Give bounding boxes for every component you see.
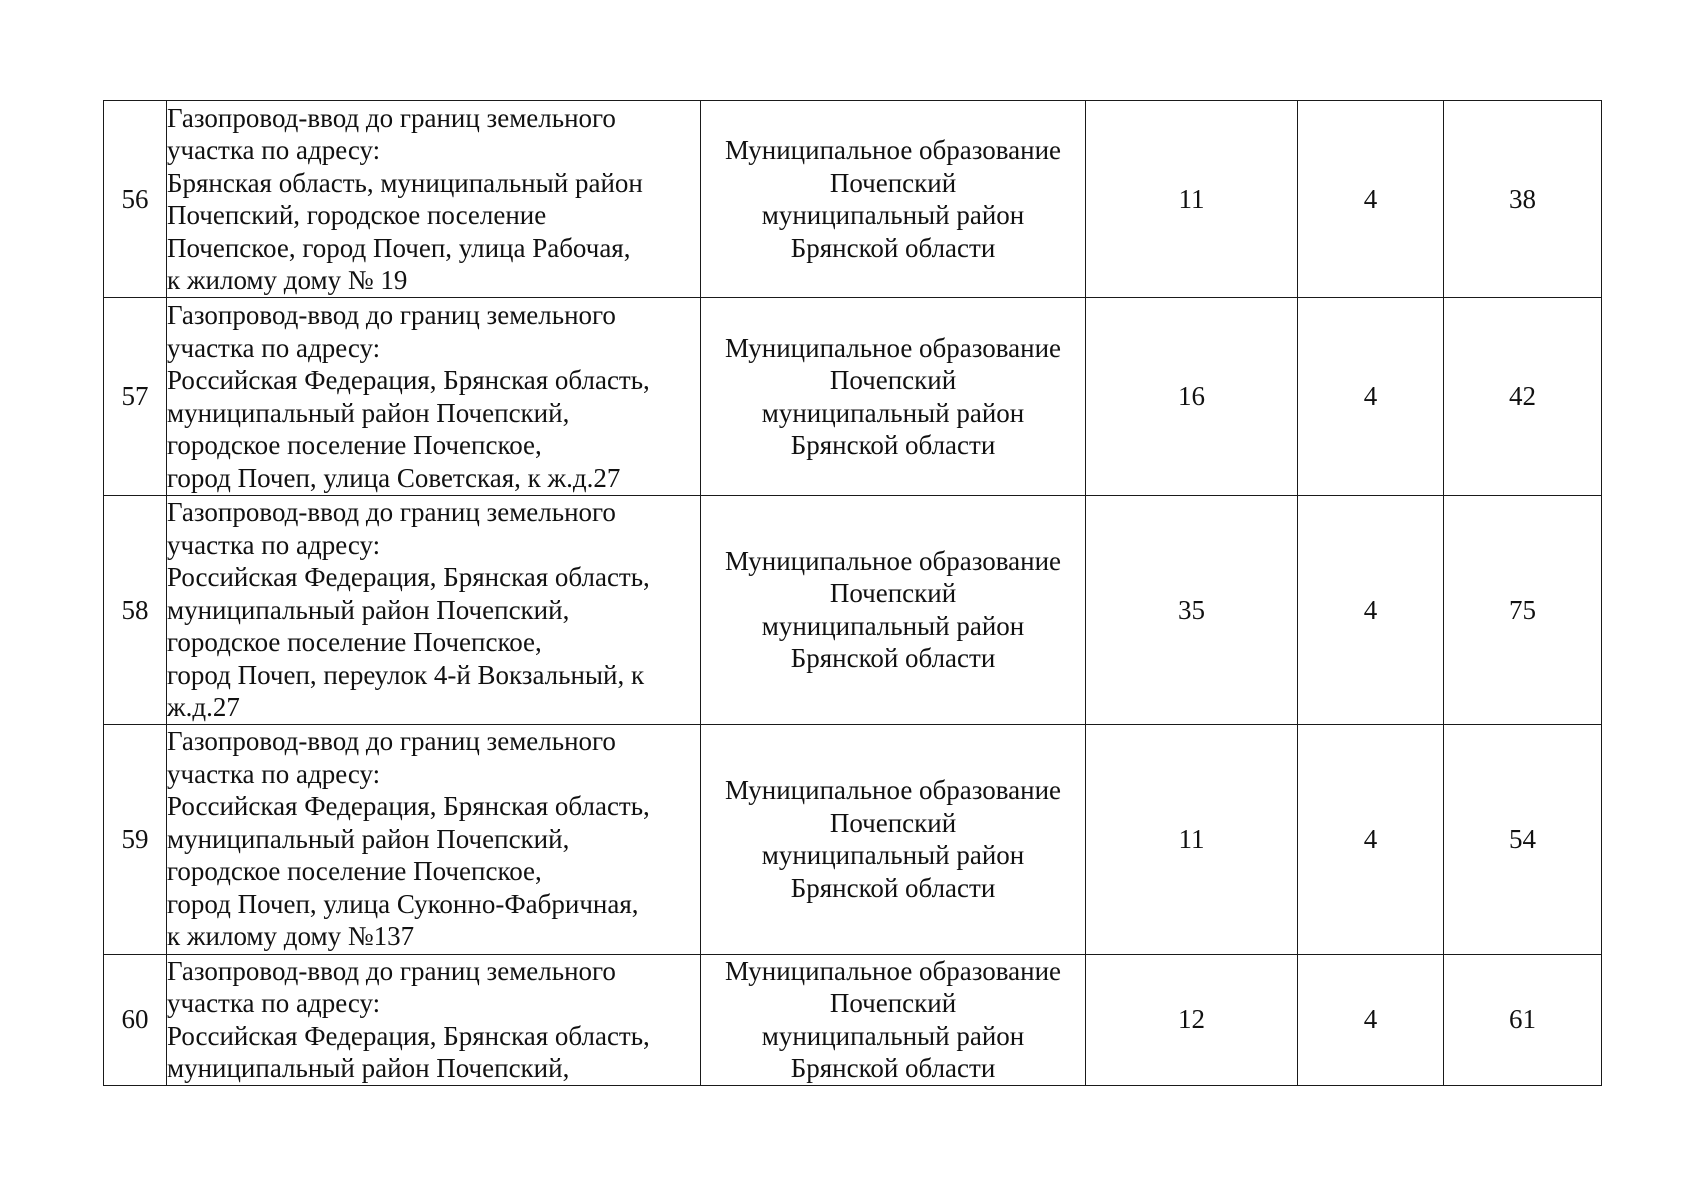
row-number-cell: 57 <box>104 298 167 496</box>
owner-line: муниципальный район <box>761 200 1025 230</box>
object-line: участка по адресу: <box>167 758 381 789</box>
object-line: Почепское, город Почеп, улица Рабочая, <box>167 232 631 263</box>
owner-line: муниципальный район <box>761 610 1025 641</box>
length-cell: 35 <box>1086 496 1298 725</box>
table-row <box>104 496 1602 725</box>
object-line: городское поселение Почепское, <box>167 856 542 887</box>
table-row <box>104 298 1602 496</box>
row-number-cell: 58 <box>104 496 167 725</box>
row-number-cell: 60 <box>104 954 167 1085</box>
pressure-cell: 4 <box>1298 724 1444 954</box>
owner-line: Муниципальное образование <box>724 545 1062 576</box>
object-line: Российская Федерация, Брянская область, <box>167 562 650 592</box>
object-line: город Почеп, переулок 4-й Вокзальный, к <box>167 659 645 690</box>
object-description-cell <box>167 954 701 1085</box>
length-cell: 12 <box>1086 954 1298 1085</box>
object-line: участка по адресу: <box>167 135 381 165</box>
object-description-cell <box>167 101 701 298</box>
object-line: городское поселение Почепское, <box>167 627 542 657</box>
pressure-cell: 4 <box>1298 101 1444 298</box>
pressure-cell: 4 <box>1298 298 1444 496</box>
object-line: участка по адресу: <box>167 529 381 560</box>
pressure-cell: 4 <box>1298 954 1444 1085</box>
owner-line: Почепский <box>829 578 957 609</box>
object-description-cell <box>167 724 701 954</box>
object-description-cell <box>167 298 701 496</box>
owner-line: Брянской области <box>790 232 996 263</box>
owner-line: Муниципальное образование <box>724 775 1062 805</box>
object-line: Газопровод-ввод до границ земельного <box>167 955 616 986</box>
diameter-cell: 75 <box>1444 496 1602 725</box>
owner-cell <box>701 954 1086 1085</box>
owner-line: Почепский <box>829 988 957 1018</box>
owner-line: муниципальный район <box>761 1020 1025 1051</box>
object-line: Газопровод-ввод до границ земельного <box>167 102 616 133</box>
owner-line: Почепский <box>829 807 957 838</box>
owner-cell <box>701 724 1086 954</box>
owner-line: Брянской области <box>790 430 996 460</box>
diameter-cell: 42 <box>1444 298 1602 496</box>
object-line: Российская Федерация, Брянская область, <box>167 365 650 395</box>
object-line: Российская Федерация, Брянская область, <box>167 791 650 822</box>
pressure-cell: 4 <box>1298 496 1444 725</box>
object-line: Российская Федерация, Брянская область, <box>167 1020 650 1051</box>
object-line: Газопровод-ввод до границ земельного <box>167 300 616 330</box>
owner-line: Почепский <box>829 167 957 198</box>
owner-line: Брянской области <box>790 643 996 674</box>
object-line: к жилому дому №137 <box>167 921 415 952</box>
owner-line: Брянской области <box>790 1053 996 1083</box>
owner-line: Муниципальное образование <box>724 332 1062 363</box>
object-line: Почепский, городское поселение <box>167 200 547 230</box>
owner-line: муниципальный район <box>761 397 1025 428</box>
object-line: городское поселение Почепское, <box>167 430 542 460</box>
table-row <box>104 724 1602 954</box>
object-line: участка по адресу: <box>167 332 381 363</box>
object-line: город Почеп, улица Суконно-Фабричная, <box>167 888 639 919</box>
diameter-cell: 38 <box>1444 101 1602 298</box>
object-line: муниципальный район Почепский, <box>167 823 570 854</box>
diameter-cell: 61 <box>1444 954 1602 1085</box>
object-line: муниципальный район Почепский, <box>167 594 570 625</box>
owner-cell <box>701 298 1086 496</box>
object-line: муниципальный район Почепский, <box>167 1053 570 1083</box>
object-line: Газопровод-ввод до границ земельного <box>167 726 616 757</box>
owner-cell <box>701 101 1086 298</box>
length-cell: 11 <box>1086 724 1298 954</box>
owner-line: Брянской области <box>790 872 996 903</box>
owner-line: Почепский <box>829 365 957 395</box>
object-line: Брянская область, муниципальный район <box>167 167 643 198</box>
gas-pipeline-register-table <box>103 100 1602 1086</box>
owner-line: Муниципальное образование <box>724 135 1062 165</box>
length-cell: 11 <box>1086 101 1298 298</box>
row-number-cell: 56 <box>104 101 167 298</box>
object-line: к жилому дому № 19 <box>167 265 408 295</box>
owner-line: муниципальный район <box>761 840 1025 870</box>
owner-line: Муниципальное образование <box>724 955 1062 986</box>
owner-cell <box>701 496 1086 725</box>
object-line: участка по адресу: <box>167 988 381 1018</box>
object-line: ж.д.27 <box>167 692 240 722</box>
table-row <box>104 101 1602 298</box>
row-number-cell: 59 <box>104 724 167 954</box>
diameter-cell: 54 <box>1444 724 1602 954</box>
object-description-cell <box>167 496 701 725</box>
object-line: Газопровод-ввод до границ земельного <box>167 497 616 527</box>
length-cell: 16 <box>1086 298 1298 496</box>
object-line: город Почеп, улица Советская, к ж.д.27 <box>167 462 621 493</box>
table-row <box>104 954 1602 1085</box>
object-line: муниципальный район Почепский, <box>167 397 570 428</box>
